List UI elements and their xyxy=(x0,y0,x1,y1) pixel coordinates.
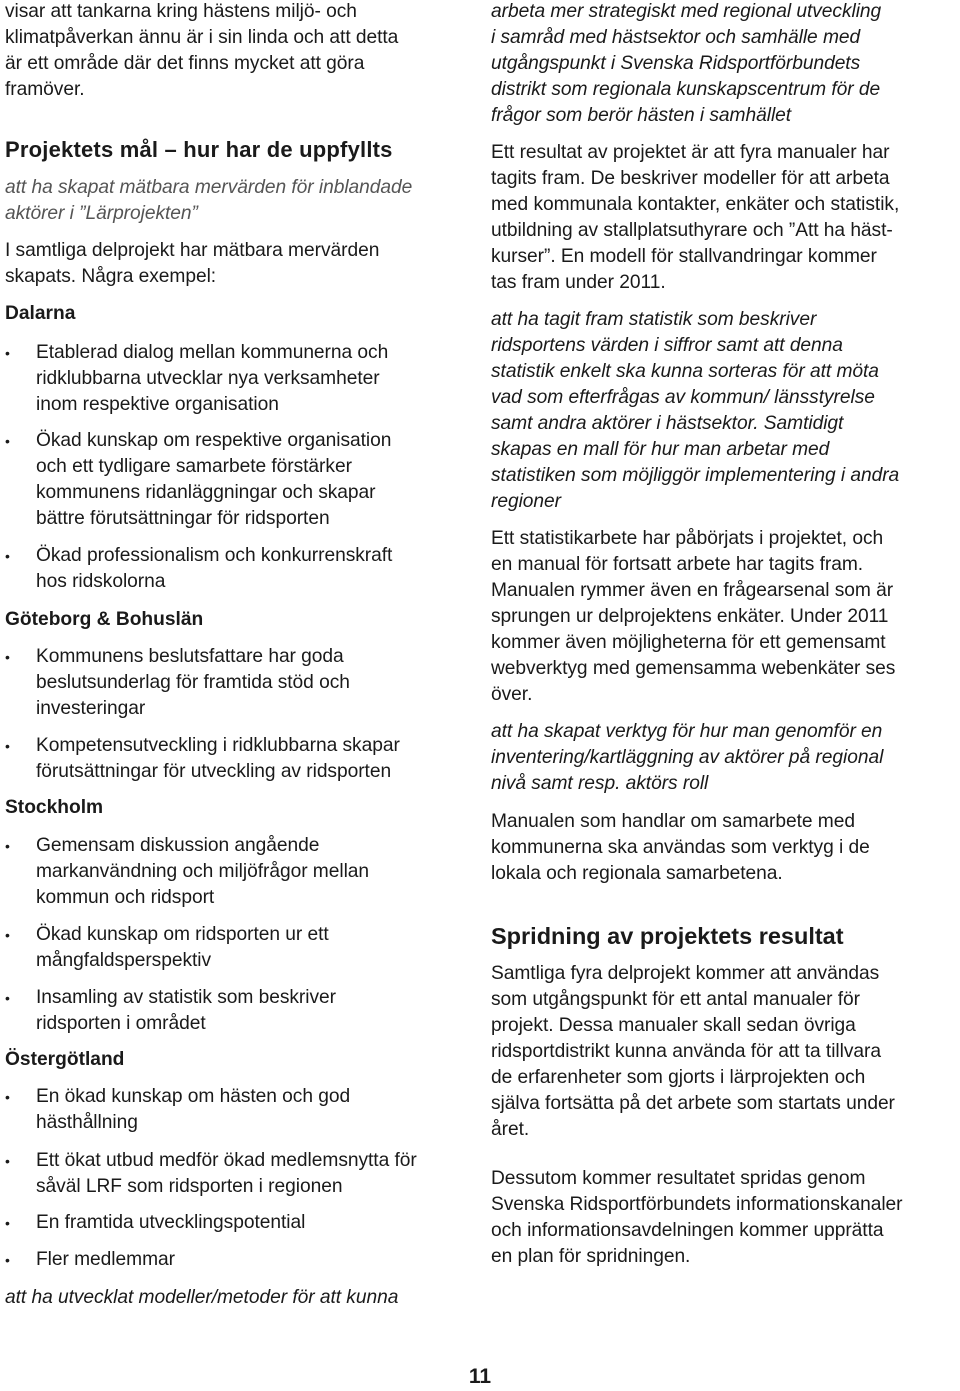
region-heading-goteborg: Göteborg & Bohuslän xyxy=(5,609,204,630)
bullet-icon: • xyxy=(5,1089,10,1105)
text-line: utbildning av stallplatsuthyrare och ”Att ha häst- xyxy=(491,220,893,241)
text-line: att ha skapat verktyg för hur man genomför en xyxy=(491,721,883,742)
text-line: visar att tankarna kring hästens miljö- och xyxy=(5,1,357,22)
text-line: tagits fram. De beskriver modeller för att arbeta xyxy=(491,168,890,189)
bullet-icon: • xyxy=(5,1215,10,1231)
bullet-line: inom respektive organisation xyxy=(36,394,279,415)
channels-paragraph xyxy=(491,1166,903,1270)
text-line: sprungen ur delprojektens enkäter. Under 2011 xyxy=(491,606,889,627)
text-line: att ha skapat mätbara mervärden för inblandade xyxy=(5,177,413,198)
spread-paragraph xyxy=(491,961,895,1143)
bullet-line: markanvändning och miljöfrågor mellan xyxy=(36,861,370,882)
section-heading: Projektets mål – hur har de uppfyllts xyxy=(5,137,393,162)
bullet-line: Kompetensutveckling i ridklubbarna skapar xyxy=(36,735,400,756)
bullet-icon: • xyxy=(5,1252,10,1268)
text-line: året. xyxy=(491,1119,530,1140)
text-line: Ett statistikarbete har påbörjats i projektet, och xyxy=(491,528,884,549)
bullet-icon: • xyxy=(5,1153,10,1169)
manual-paragraph xyxy=(491,809,870,887)
text-line: som utgångspunkt för ett antal manualer för xyxy=(491,989,861,1010)
text-line: webverktyg med gemensamma webenkäter ses xyxy=(491,658,896,679)
section-heading: Spridning av projektets resultat xyxy=(491,923,844,949)
bullet-line: hos ridskolorna xyxy=(36,571,166,592)
region-heading-dalarna: Dalarna xyxy=(5,303,76,324)
bullet-line: Fler medlemmar xyxy=(36,1249,175,1270)
bullet-icon: • xyxy=(5,738,10,754)
text-line: regioner xyxy=(491,491,561,512)
text-line: skapas en mall för hur man arbetar med xyxy=(491,439,830,460)
text-line: Ett resultat av projektet är att fyra manualer har xyxy=(491,142,890,163)
list-item xyxy=(5,644,506,722)
list-item xyxy=(5,985,506,1037)
list-item xyxy=(5,428,506,532)
bullet-icon: • xyxy=(5,927,10,943)
bullet-line: Ett ökat utbud medför ökad medlemsnytta för xyxy=(36,1150,417,1171)
bullet-line: Kommunens beslutsfattare har goda xyxy=(36,646,344,667)
text-line: vad som efterfrågas av kommun/ länsstyrelse xyxy=(491,387,875,408)
region-heading-ostergotland: Östergötland xyxy=(5,1049,125,1070)
list-item xyxy=(5,922,506,974)
list-item xyxy=(5,733,506,785)
bullet-line: Ökad professionalism och konkurrenskraft xyxy=(36,545,393,566)
bullet-line: ridklubbarna utvecklar nya verksamheter xyxy=(36,368,380,389)
region-heading-stockholm: Stockholm xyxy=(5,797,104,818)
bullet-icon: • xyxy=(5,838,10,854)
text-line: kurser”. En modell för stallvandringar kommer xyxy=(491,246,877,267)
bullet-icon: • xyxy=(5,649,10,665)
text-line: lokala och regionala samarbetena. xyxy=(491,863,783,884)
text-line: över. xyxy=(491,684,533,705)
text-line: Manualen som handlar om samarbete med xyxy=(491,811,855,832)
text-line: I samtliga delprojekt har mätbara mervärden xyxy=(5,240,380,261)
bullet-line: och ett tydligare samarbete förstärker xyxy=(36,456,352,477)
text-line: skapats. Några exempel: xyxy=(5,266,217,287)
bullet-line: förutsättningar för utveckling av ridsporten xyxy=(36,761,392,782)
goal-statement-continued xyxy=(491,0,881,129)
list-item xyxy=(5,1148,506,1200)
text-line: med kommunala kontakter, enkäter och statistik, xyxy=(491,194,900,215)
list-item xyxy=(5,1247,506,1273)
result-paragraph xyxy=(491,140,899,296)
bullet-line: ridsporten i området xyxy=(36,1013,206,1034)
text-line: projekt. Dessa manualer skall sedan övriga xyxy=(491,1015,856,1036)
text-line: och informationsavdelningen kommer upprätta xyxy=(491,1220,884,1241)
list-item xyxy=(5,340,506,418)
bullet-line: såväl LRF som ridsporten i regionen xyxy=(36,1176,343,1197)
text-line: samt andra aktörer i hästsektor. Samtidigt xyxy=(491,413,844,434)
text-line: en plan för spridningen. xyxy=(491,1246,691,1267)
bullet-line: Gemensam diskussion angående xyxy=(36,835,320,856)
text-line: statistiken som möjliggör implementering i andra xyxy=(491,465,900,486)
goal-tools xyxy=(491,719,883,797)
intro-paragraph xyxy=(5,0,398,103)
text-line: framöver. xyxy=(5,79,85,100)
summary-paragraph xyxy=(5,238,379,290)
bullet-line: Ökad kunskap om respektive organisation xyxy=(36,430,392,451)
text-line: klimatpåverkan ännu är i sin linda och att detta xyxy=(5,27,399,48)
bullet-line: Ökad kunskap om ridsporten ur ett xyxy=(36,924,329,945)
bullet-line: Insamling av statistik som beskriver xyxy=(36,987,336,1008)
bullet-line: mångfaldsperspektiv xyxy=(36,950,212,971)
text-line: frågor som berör hästen i samhället xyxy=(491,105,792,126)
text-line: aktörer i ”Lärprojekten” xyxy=(5,203,198,224)
text-line: tas fram under 2011. xyxy=(491,272,666,293)
text-line: att ha tagit fram statistik som beskriver xyxy=(491,309,817,330)
text-line: Samtliga fyra delprojekt kommer att användas xyxy=(491,963,880,984)
text-line: ridsportens värden i siffror samt att denna xyxy=(491,335,843,356)
bullet-line: kommun och ridsport xyxy=(36,887,215,908)
goal-statement xyxy=(5,175,412,227)
statistics-paragraph xyxy=(491,526,895,708)
text-line: själva fortsätta på det arbete som startats under xyxy=(491,1093,895,1114)
text-line: statistik enkelt ska kunna sorteras för att möta xyxy=(491,361,879,382)
text-line: Dessutom kommer resultatet spridas genom xyxy=(491,1168,866,1189)
text-line: inventering/kartläggning av aktörer på regional xyxy=(491,747,884,768)
bullet-icon: • xyxy=(5,990,10,1006)
list-item xyxy=(5,1084,506,1136)
bullet-line: En framtida utvecklingspotential xyxy=(36,1212,306,1233)
bullet-line: bättre förutsättningar för ridsporten xyxy=(36,508,330,529)
list-item xyxy=(5,833,506,911)
bullet-line: investeringar xyxy=(36,698,146,719)
bullet-icon: • xyxy=(5,548,10,564)
text-line: nivå samt resp. aktörs roll xyxy=(491,773,709,794)
closing-italic: att ha utvecklat modeller/metoder för att kunna xyxy=(5,1287,399,1308)
text-line: kommunerna ska användas som verktyg i de xyxy=(491,837,870,858)
text-line: arbeta mer strategiskt med regional utveckling xyxy=(491,1,882,22)
text-line: distrikt som regionala kunskapscentrum för de xyxy=(491,79,881,100)
text-line: en manual för fortsatt arbete har tagits fram. xyxy=(491,554,864,575)
bullet-icon: • xyxy=(5,433,10,449)
bullet-line: Etablerad dialog mellan kommunerna och xyxy=(36,342,389,363)
text-line: Svenska Ridsportförbundets informationskanaler xyxy=(491,1194,903,1215)
goal-statistics xyxy=(491,307,899,515)
text-line: utgångspunkt i Svenska Ridsportförbundets xyxy=(491,53,861,74)
text-line: kommer även möjligheterna för ett gemensamt xyxy=(491,632,886,653)
bullet-icon: • xyxy=(5,345,10,361)
text-line: ridsportdistrikt kunna använda för att ta tillvara xyxy=(491,1041,881,1062)
text-line: de erfarenheter som gjorts i lärprojekten och xyxy=(491,1067,866,1088)
text-line: i samråd med hästsektor och samhälle med xyxy=(491,27,861,48)
bullet-line: En ökad kunskap om hästen och god xyxy=(36,1086,351,1107)
bullet-line: beslutsunderlag för framtida stöd och xyxy=(36,672,350,693)
bullet-line: kommunens ridanläggningar och skapar xyxy=(36,482,376,503)
list-item xyxy=(5,543,506,595)
text-line: är ett område där det finns mycket att göra xyxy=(5,53,365,74)
bullet-line: hästhållning xyxy=(36,1112,138,1133)
text-line: Manualen rymmer även en frågearsenal som är xyxy=(491,580,894,601)
page-number: 11 xyxy=(468,1365,492,1388)
list-item xyxy=(5,1210,506,1236)
